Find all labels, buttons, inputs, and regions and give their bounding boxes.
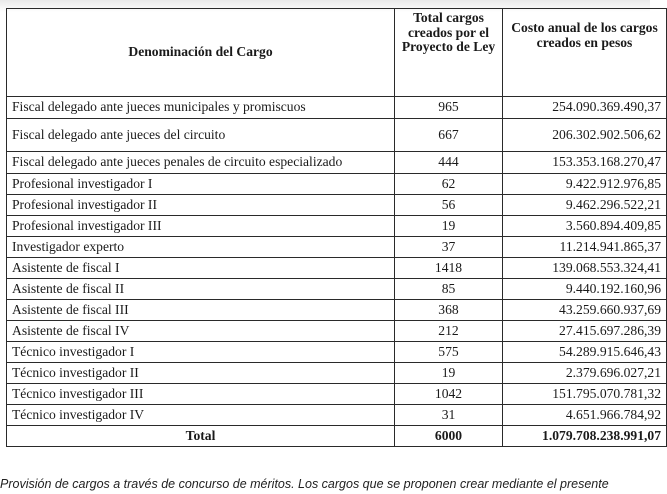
- cell-costo-anual: 151.795.070.781,32: [503, 384, 667, 405]
- cell-costo-anual: 11.214.941.865,37: [503, 237, 667, 258]
- cell-cargo: Fiscal delegado ante jueces del circuito: [7, 119, 395, 152]
- cell-total-cargos: 1042: [395, 384, 503, 405]
- cell-total-cargos: 62: [395, 174, 503, 195]
- cell-costo-anual: 27.415.697.286,39: [503, 321, 667, 342]
- cell-cargo: Profesional investigador II: [7, 195, 395, 216]
- cell-cargo: Técnico investigador II: [7, 363, 395, 384]
- table-row: [7, 258, 667, 279]
- table-row: [7, 279, 667, 300]
- cell-cargo: Asistente de fiscal I: [7, 258, 395, 279]
- cell-total-cargos: 31: [395, 405, 503, 426]
- cell-total-cargos: 965: [395, 97, 503, 119]
- cell-cargo: Técnico investigador III: [7, 384, 395, 405]
- cell-cargo: Fiscal delegado ante jueces municipales y promiscuos: [7, 97, 395, 119]
- cell-cargo: Profesional investigador I: [7, 174, 395, 195]
- header-denominacion: Denominación del Cargo: [7, 9, 395, 97]
- cell-total-cargos: 575: [395, 342, 503, 363]
- table-row: [7, 321, 667, 342]
- total-label: Total: [7, 426, 395, 447]
- cell-total-cargos: 85: [395, 279, 503, 300]
- cell-costo-anual: 9.422.912.976,85: [503, 174, 667, 195]
- table-header-row: [7, 9, 667, 97]
- cell-total-cargos: 37: [395, 237, 503, 258]
- cell-cargo: Asistente de fiscal IV: [7, 321, 395, 342]
- total-costo: 1.079.708.238.991,07: [503, 426, 667, 447]
- table-row: [7, 384, 667, 405]
- cell-total-cargos: 667: [395, 119, 503, 152]
- cell-costo-anual: 4.651.966.784,92: [503, 405, 667, 426]
- cell-total-cargos: 1418: [395, 258, 503, 279]
- cell-cargo: Profesional investigador III: [7, 216, 395, 237]
- cell-costo-anual: 3.560.894.409,85: [503, 216, 667, 237]
- cell-total-cargos: 56: [395, 195, 503, 216]
- cell-total-cargos: 19: [395, 363, 503, 384]
- cell-costo-anual: 254.090.369.490,37: [503, 97, 667, 119]
- cell-costo-anual: 206.302.902.506,62: [503, 119, 667, 152]
- cell-costo-anual: 153.353.168.270,47: [503, 152, 667, 174]
- header-costo-anual: Costo anual de los cargos creados en pesos: [503, 9, 667, 97]
- cell-total-cargos: 212: [395, 321, 503, 342]
- header-total-cargos: Total cargos creados por el Proyecto de Ley: [395, 9, 503, 97]
- cell-costo-anual: 9.462.296.522,21: [503, 195, 667, 216]
- table-row: [7, 174, 667, 195]
- cell-costo-anual: 43.259.660.937,69: [503, 300, 667, 321]
- cell-costo-anual: 54.289.915.646,43: [503, 342, 667, 363]
- table-row: [7, 300, 667, 321]
- table-body: [7, 97, 667, 426]
- table-row: [7, 405, 667, 426]
- cell-total-cargos: 368: [395, 300, 503, 321]
- cell-total-cargos: 444: [395, 152, 503, 174]
- cell-cargo: Asistente de fiscal II: [7, 279, 395, 300]
- table-total-row: [7, 426, 667, 447]
- cell-cargo: Investigador experto: [7, 237, 395, 258]
- table-row: [7, 237, 667, 258]
- table-row: [7, 195, 667, 216]
- table-row: [7, 363, 667, 384]
- total-cargos: 6000: [395, 426, 503, 447]
- cell-cargo: Técnico investigador I: [7, 342, 395, 363]
- table-row: [7, 216, 667, 237]
- table-row: [7, 342, 667, 363]
- cell-costo-anual: 2.379.696.027,21: [503, 363, 667, 384]
- cell-cargo: Asistente de fiscal III: [7, 300, 395, 321]
- table-row: [7, 97, 667, 119]
- cell-costo-anual: 139.068.553.324,41: [503, 258, 667, 279]
- table-row: [7, 119, 667, 152]
- cargos-table: [6, 8, 667, 447]
- cell-total-cargos: 19: [395, 216, 503, 237]
- cell-cargo: Fiscal delegado ante jueces penales de circuito especializado: [7, 152, 395, 174]
- cell-costo-anual: 9.440.192.160,96: [503, 279, 667, 300]
- table-row: [7, 152, 667, 174]
- caption-text: Provisión de cargos a través de concurso de méritos. Los cargos que se proponen crear mediante el presente: [0, 477, 609, 491]
- cell-cargo: Técnico investigador IV: [7, 405, 395, 426]
